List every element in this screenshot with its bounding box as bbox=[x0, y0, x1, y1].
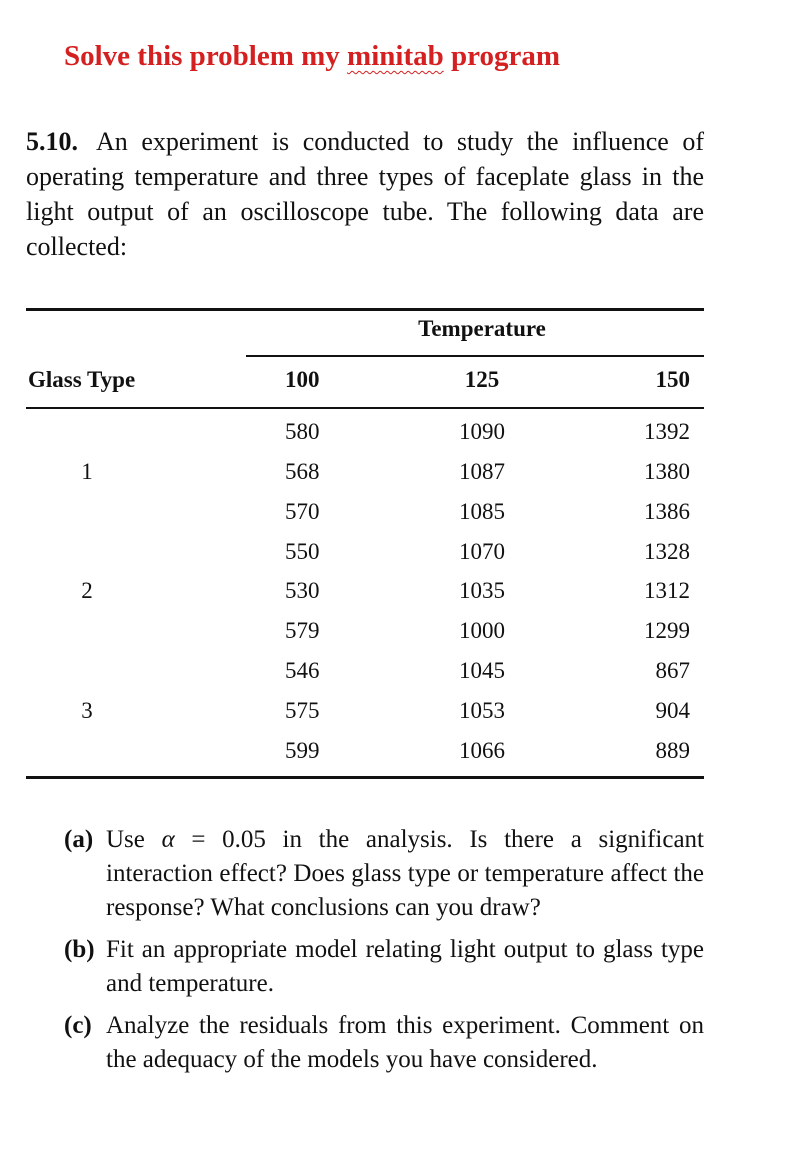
spanner-rule bbox=[246, 355, 704, 357]
table-cell: 867 bbox=[655, 658, 690, 683]
part-a-text: = 0.05 in the analysis. Is there a significant interaction effect? Does glass type or temperature affect the response? What conclusions can you draw? bbox=[106, 826, 704, 921]
part-b-label: (b) bbox=[64, 936, 95, 963]
header-rule bbox=[26, 407, 704, 409]
table-cell: 1045 bbox=[459, 658, 505, 683]
column-header-150: 150 bbox=[655, 367, 690, 392]
table-cell: 1035 bbox=[459, 578, 505, 603]
table-cell: 1053 bbox=[459, 698, 505, 723]
table-cell: 1386 bbox=[644, 499, 690, 524]
table-cell: 1299 bbox=[644, 618, 690, 643]
part-c-label: (c) bbox=[64, 1012, 92, 1039]
question-parts bbox=[64, 823, 704, 1085]
table-cell: 1066 bbox=[459, 738, 505, 763]
glass-type-header: Glass Type bbox=[28, 367, 136, 392]
heading-prefix: Solve this problem my bbox=[64, 40, 340, 72]
column-header-125: 125 bbox=[464, 367, 500, 392]
part-b-text: Fit an appropriate model relating light output to glass type and temperature. bbox=[106, 936, 704, 997]
problem-text: An experiment is conducted to study the influence of operating temperature and three types of faceplate glass in the light output of an oscilloscope tube. The following data are collected: bbox=[26, 127, 704, 261]
problem-statement bbox=[26, 124, 704, 264]
table-cell: 579 bbox=[285, 618, 320, 643]
table-cell: 1392 bbox=[644, 419, 690, 444]
table-cell: 570 bbox=[285, 499, 320, 524]
table-cell: 1085 bbox=[459, 499, 505, 524]
table-bottom-rule bbox=[26, 776, 704, 779]
temperature-header: Temperature bbox=[418, 316, 546, 341]
glass-type-label: 3 bbox=[81, 698, 93, 723]
table-cell: 1380 bbox=[644, 459, 690, 484]
table-cell: 1000 bbox=[459, 618, 505, 643]
table-cell: 904 bbox=[655, 698, 690, 723]
table-cell: 550 bbox=[285, 539, 320, 564]
glass-type-label: 2 bbox=[81, 578, 93, 603]
table-cell: 1312 bbox=[644, 578, 690, 603]
table-cell: 580 bbox=[285, 419, 320, 444]
part-c bbox=[64, 1009, 704, 1077]
glass-type-label: 1 bbox=[81, 459, 93, 484]
table-cell: 1090 bbox=[459, 419, 505, 444]
alpha-symbol: α bbox=[161, 826, 175, 853]
heading-suffix: program bbox=[450, 40, 560, 72]
part-b bbox=[64, 933, 704, 1001]
table-cell: 546 bbox=[285, 658, 320, 683]
table-cell: 1087 bbox=[459, 459, 505, 484]
table-cell: 1070 bbox=[459, 539, 505, 564]
table-cell: 575 bbox=[285, 698, 320, 723]
table-cell: 889 bbox=[655, 738, 690, 763]
column-header-100: 100 bbox=[285, 367, 320, 392]
part-a-pre: Use bbox=[106, 826, 145, 853]
request-heading bbox=[64, 40, 560, 73]
part-a-label: (a) bbox=[64, 826, 94, 853]
table-cell: 1328 bbox=[644, 539, 690, 564]
table-cell: 568 bbox=[285, 459, 320, 484]
part-c-text: Analyze the residuals from this experiment. Comment on the adequacy of the models you have considered. bbox=[106, 1012, 704, 1073]
heading-minitab-word: minitab bbox=[347, 40, 444, 72]
table-cell: 530 bbox=[285, 578, 320, 603]
problem-number: 5.10. bbox=[26, 127, 78, 156]
table-cell: 599 bbox=[285, 738, 320, 763]
part-a bbox=[64, 823, 704, 925]
table-top-rule bbox=[26, 308, 704, 311]
